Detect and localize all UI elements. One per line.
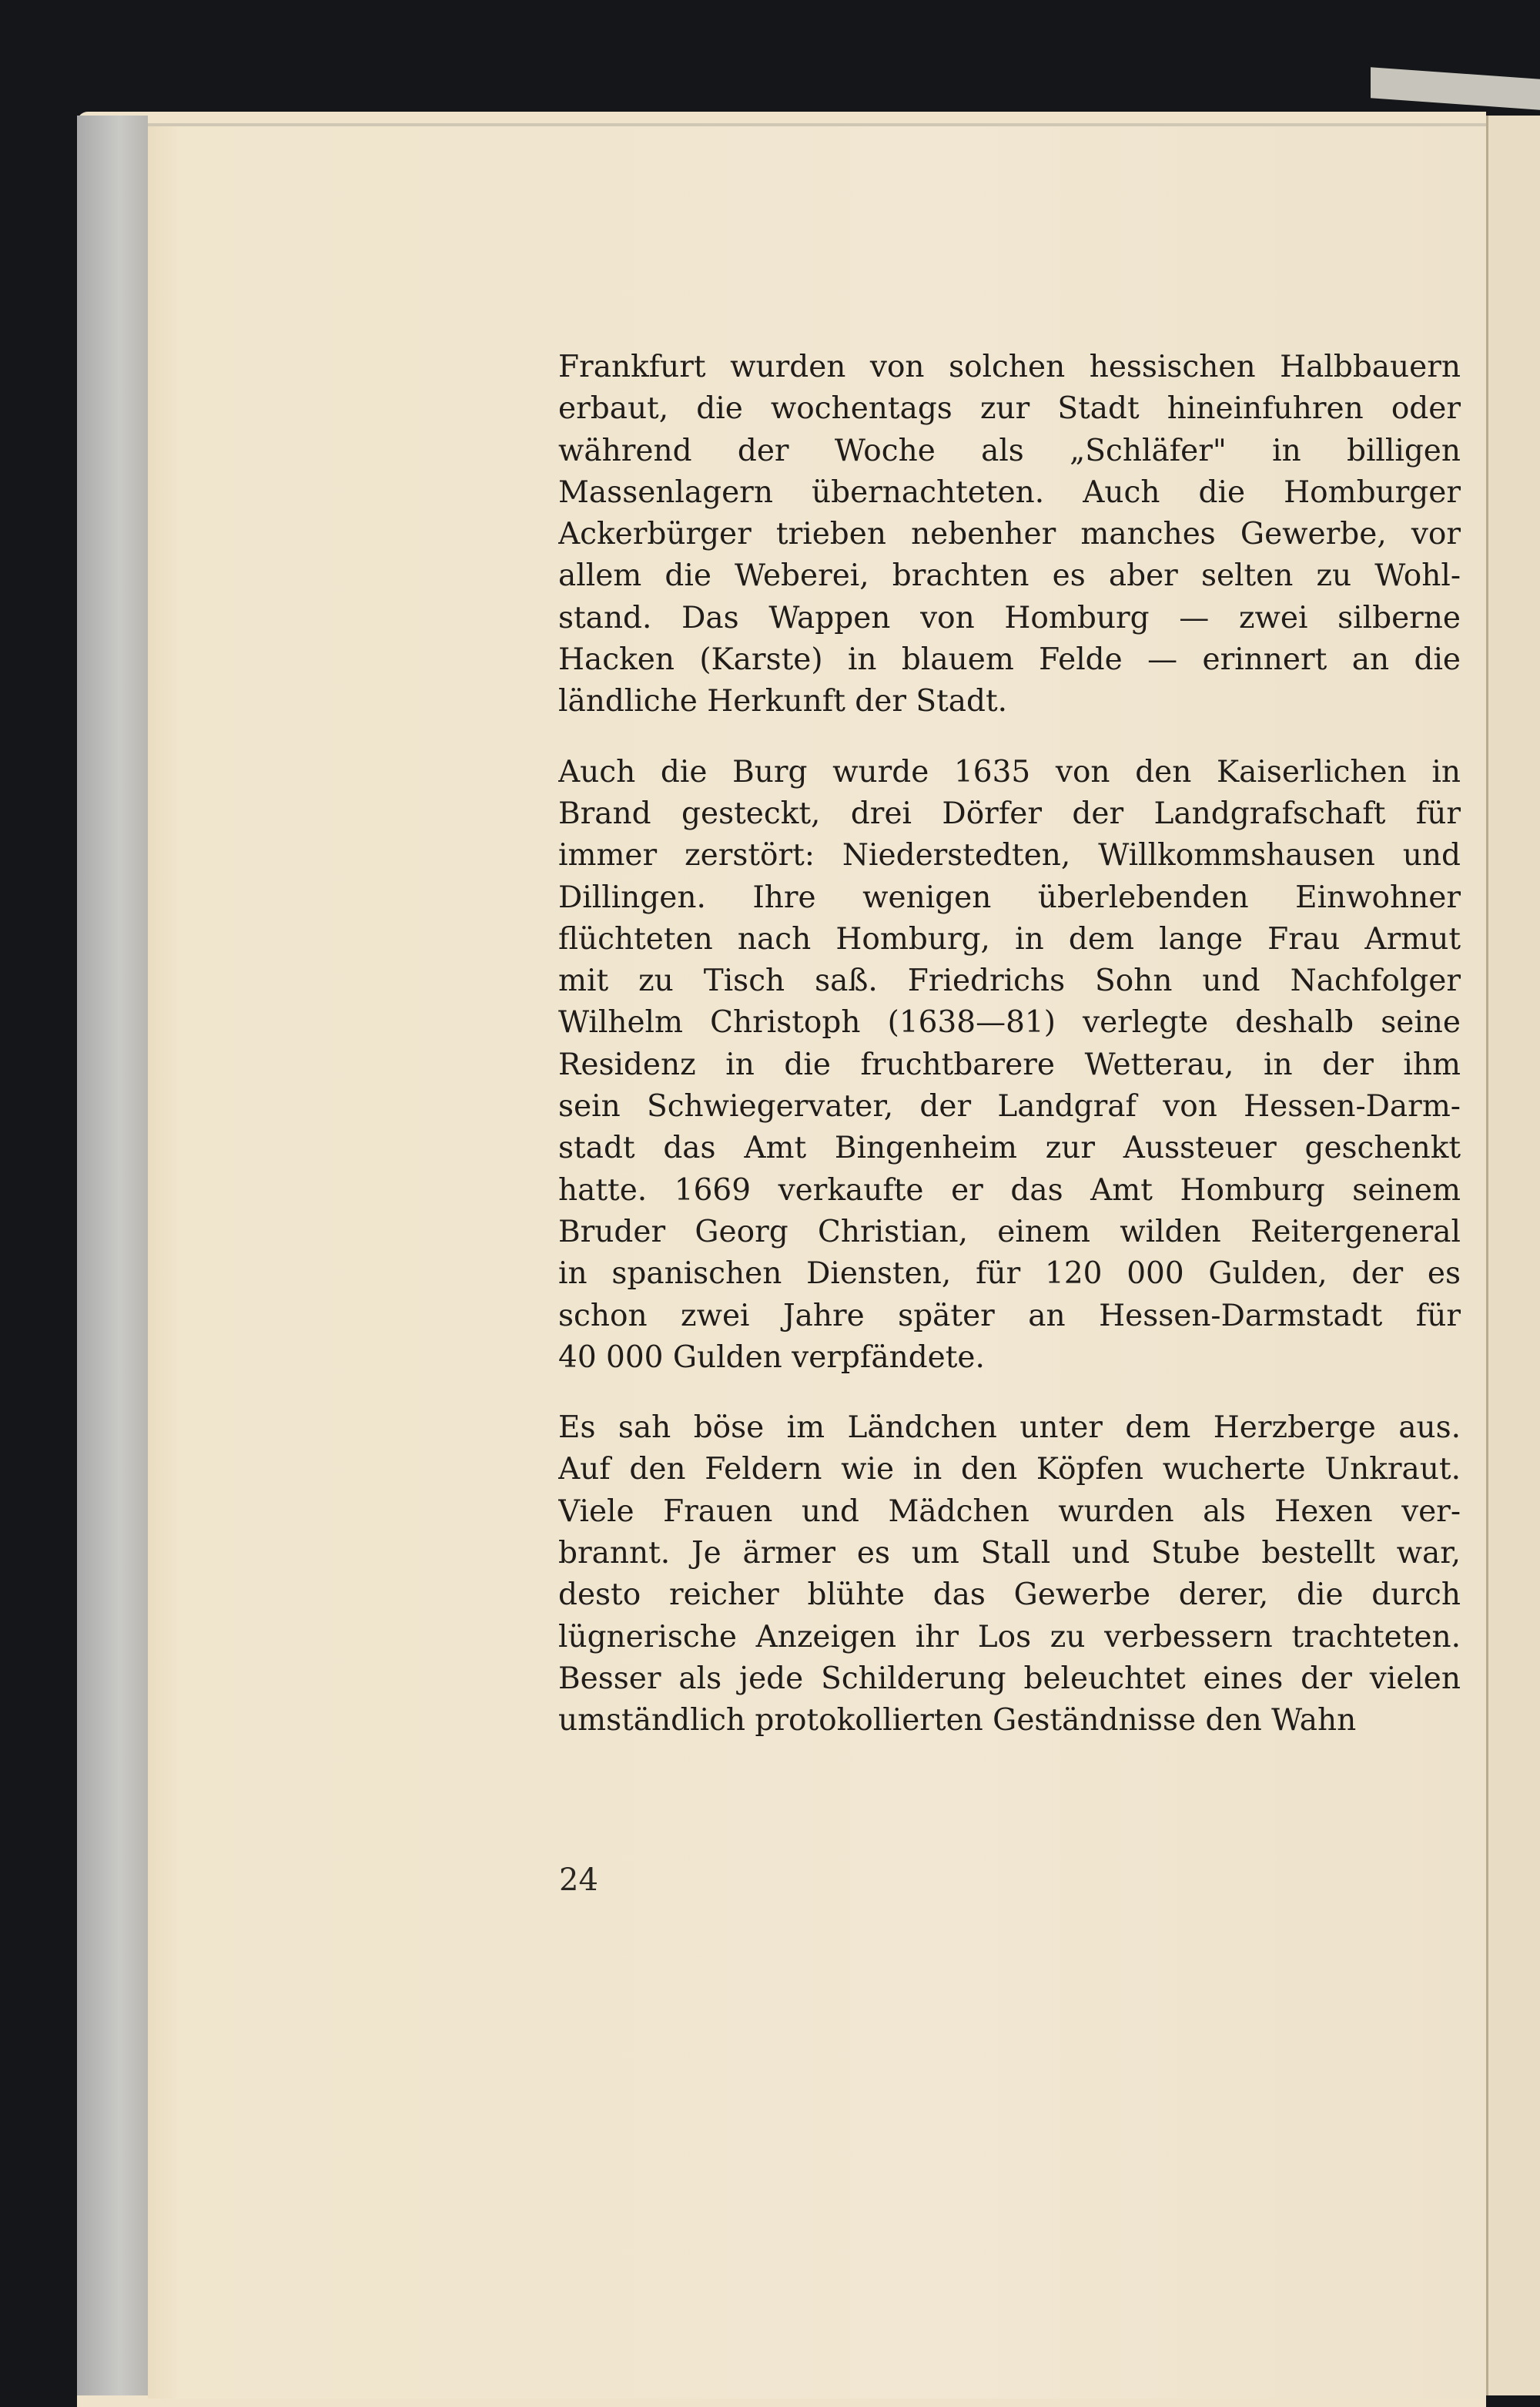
text-line: hatte. 1669 verkaufte er das Amt Homburg seinem [558, 1172, 1461, 1208]
adjacent-page-corner [1371, 67, 1540, 109]
text-line: stand. Das Wappen von Homburg — zwei silberne [558, 600, 1461, 635]
text-line: Auf den Feldern wie in den Köpfen wucherte Unkraut. [558, 1452, 1461, 1487]
text-line: schon zwei Jahre später an Hessen-Darmstadt für [558, 1298, 1461, 1333]
text-line: Es sah böse im Ländchen unter dem Herzberge aus. [558, 1410, 1461, 1446]
paragraph [558, 752, 1461, 1379]
text-line: flüchteten nach Homburg, in dem lange Frau Armut [558, 921, 1461, 957]
text-line: Wilhelm Christoph (1638—81) verlegte deshalb seine [558, 1005, 1461, 1041]
text-line: 40 000 Gulden verpfändete. [558, 1339, 985, 1375]
text-line: mit zu Tisch saß. Friedrichs Sohn und Nachfolger [558, 964, 1461, 999]
text-line: desto reicher blühte das Gewerbe derer, die durch [558, 1577, 1461, 1613]
text-line: Frankfurt wurden von solchen hessischen Halbbauern [558, 350, 1461, 384]
text-line: Hacken (Karste) in blauem Felde — erinnert an die [558, 642, 1461, 678]
paragraph [558, 347, 1461, 723]
text-line: Residenz in die fruchtbarere Wetterau, in der ihm [558, 1047, 1461, 1082]
text-line: Viele Frauen und Mädchen wurden als Hexen ver- [558, 1493, 1461, 1529]
text-line: immer zerstört: Niederstedten, Willkommshausen und [558, 838, 1461, 873]
text-line: Bruder Georg Christian, einem wilden Reitergeneral [558, 1214, 1461, 1249]
text-line: lügnerische Anzeigen ihr Los zu verbessern trachteten. [558, 1619, 1461, 1654]
page-number: 24 [559, 1862, 598, 1898]
text-line: Auch die Burg wurde 1635 von den Kaiserlichen in [558, 754, 1461, 789]
text-line: Brand gesteckt, drei Dörfer der Landgrafschaft für [558, 796, 1461, 831]
book-cover-edge [77, 116, 148, 2395]
text-line: Ackerbürger trieben nebenher manches Gewerbe, vor [558, 517, 1461, 552]
paragraph [558, 1407, 1461, 1742]
text-line: Besser als jede Schilderung beleuchtet eines der vielen [558, 1661, 1461, 1696]
text-line: ländliche Herkunft der Stadt. [558, 684, 1008, 719]
text-line: erbaut, die wochentags zur Stadt hineinfuhren oder [558, 391, 1461, 427]
text-line: Massenlagern übernachteten. Auch die Homburger [558, 474, 1461, 510]
text-line: allem die Weberei, brachten es aber selten zu Wohl- [558, 558, 1461, 594]
text-line: brannt. Je ärmer es um Stall und Stube bestellt war, [558, 1536, 1461, 1571]
next-page-edge [1486, 116, 1540, 2395]
text-line: während der Woche als „Schläfer" in billigen [558, 433, 1461, 468]
text-line: in spanischen Diensten, für 120 000 Gulden, der es [558, 1256, 1461, 1292]
body-text [558, 347, 1461, 1771]
text-line: sein Schwiegervater, der Landgraf von Hessen-Darm- [558, 1089, 1461, 1125]
text-line: umständlich protokollierten Geständnisse den Wahn [558, 1703, 1357, 1738]
text-line: stadt das Amt Bingenheim zur Aussteuer geschenkt [558, 1131, 1461, 1166]
text-line: Dillingen. Ihre wenigen überlebenden Einwohner [558, 880, 1461, 915]
